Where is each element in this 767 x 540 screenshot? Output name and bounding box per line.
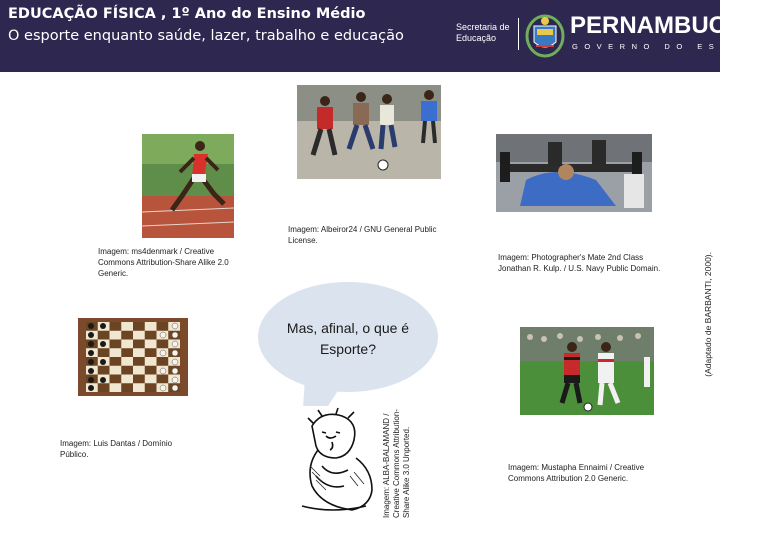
sprinter-caption: Imagem: ms4denmark / Creative Commons Attribution-Share Alike 2.0 Generic. bbox=[98, 247, 229, 278]
brand-subtitle: GOVERNO DO ESTADO bbox=[572, 42, 767, 51]
secretaria-label: Secretaria de Educação bbox=[456, 22, 510, 43]
thinker-caption: Imagem: ALBA-BALAMAND / Creative Commons Attribution-Share Alike 3.0 Unported. bbox=[382, 409, 411, 518]
street-football-caption: Imagem: Albeiror24 / GNU General Public License. bbox=[288, 225, 437, 245]
state-crest-icon bbox=[524, 12, 566, 58]
chess-caption: Imagem: Luis Dantas / Domínio Público. bbox=[60, 439, 173, 459]
brand-name: PERNAMBUCO bbox=[570, 12, 745, 39]
sprinter-photo bbox=[142, 134, 234, 238]
header-banner bbox=[0, 0, 767, 72]
soccer-match-caption: Imagem: Mustapha Ennaimi / Creative Commons Attribution 2.0 Generic. bbox=[508, 463, 645, 483]
page-title: EDUCAÇÃO FÍSICA , 1º Ano do Ensino Médio bbox=[8, 6, 366, 22]
street-football-photo bbox=[297, 85, 441, 179]
header-divider bbox=[518, 18, 519, 50]
page-subtitle: O esporte enquanto saúde, lazer, trabalho e educação bbox=[8, 28, 404, 44]
weightlifting-caption: Imagem: Photographer's Mate 2nd Class Jonathan R. Kulp. / U.S. Navy Public Domain. bbox=[498, 253, 661, 273]
soccer-match-photo bbox=[520, 327, 654, 415]
chess-photo bbox=[78, 318, 188, 396]
thinker-drawing bbox=[292, 406, 378, 518]
source-credit: (Adaptado de BARBANTI, 2000). bbox=[703, 252, 713, 377]
weightlifting-photo bbox=[496, 134, 652, 212]
bubble-question: Mas, afinal, o que é Esporte? bbox=[286, 320, 410, 357]
